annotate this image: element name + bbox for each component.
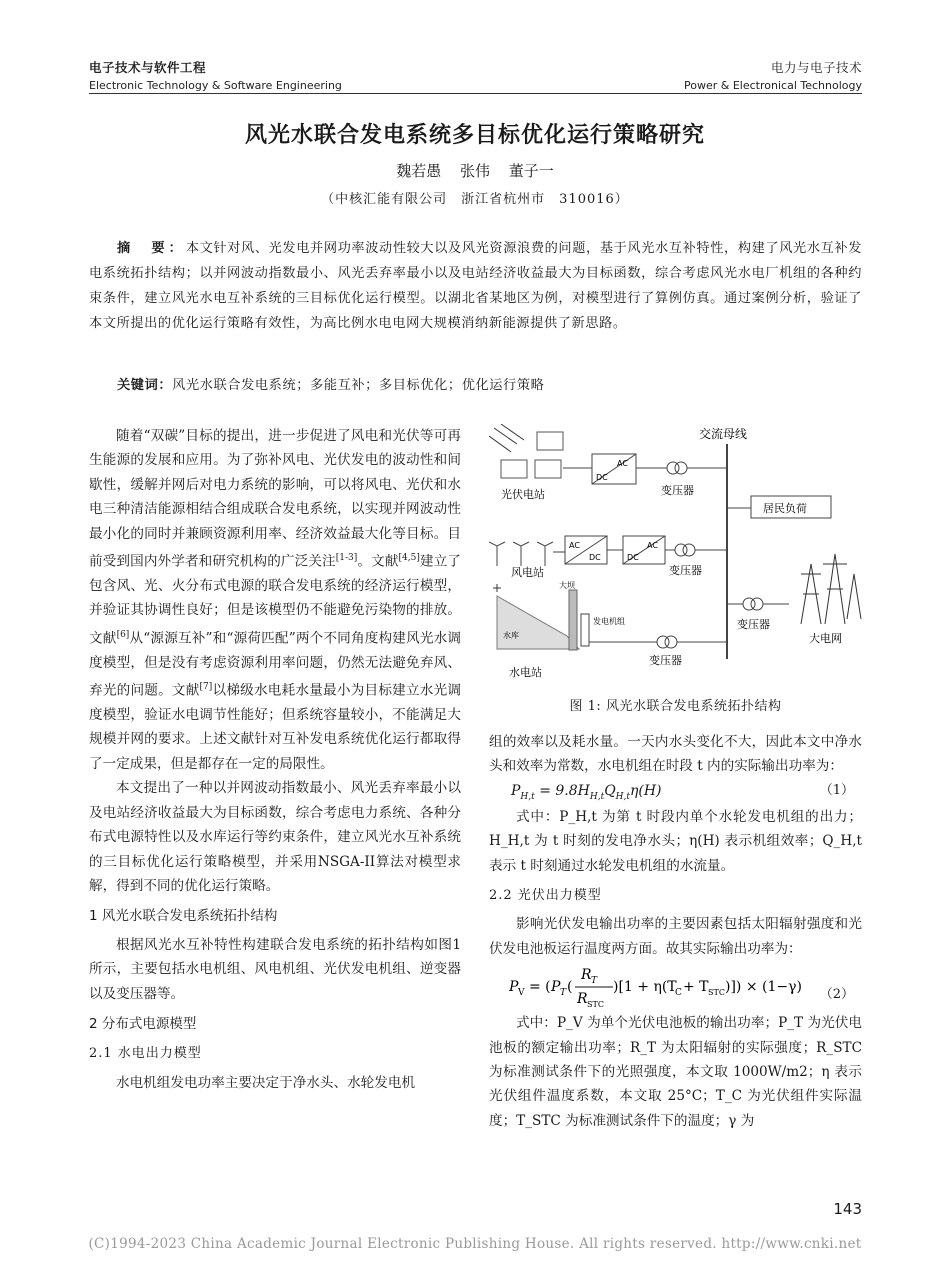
subsection-heading-2-2: 2.2 光伏出力模型 (489, 888, 602, 904)
grid-label: 大电网 (809, 632, 842, 645)
header-rule (89, 93, 862, 94)
svg-text:+ T: + T (683, 979, 709, 996)
reservoir-icon (497, 596, 579, 649)
grid-connection (727, 554, 861, 645)
section-name-cn: 电力与电子技术 (770, 60, 862, 75)
equation-2 (489, 961, 862, 1011)
intro-text-a: 随着“双碳”目标的提出，进一步促进了风电和光伏等可再生能源的发展和应用。为了弥补风电、光伏发电的波动性和间歇性，缓解并网后对电力系统的影响，可以将风电、光伏和水电三种清洁能源相结合组成联合发电系统，以实现并网波动性最小化的同时并兼顾资源利用率、经济效益最大化等目标。目前受到国内外学者和研究机构的广泛关注 (89, 428, 461, 570)
svg-text:T: T (591, 976, 598, 987)
right-column (489, 730, 862, 1133)
ac-text: AC (617, 459, 628, 468)
svg-text:R: R (577, 991, 588, 1008)
svg-text:STC: STC (587, 1000, 604, 1010)
hydro-label: 水电站 (509, 666, 542, 679)
intro-text-c: 建立了包含风、光、火分布式电源的联合发电系统的经济运行模型，并验证其协调性良好；但是该模型仍不能避免污染物的排放。文献 (89, 553, 462, 647)
svg-text:P: P (551, 979, 561, 996)
pv-model-text: 影响光伏发电输出功率的主要因素包括太阳辐射强度和光伏发电池板运行温度两方面。故其实际输出功率为： (489, 916, 862, 957)
residential-load (727, 496, 831, 518)
equation-1-number: （1） (819, 782, 854, 798)
page-number: 143 (833, 1200, 862, 1218)
svg-text:V: V (518, 988, 525, 999)
citation-4-5[interactable]: [4,5] (398, 553, 420, 564)
abstract (89, 236, 862, 336)
svg-text:STC: STC (708, 988, 725, 998)
dam-label: 大坝 (559, 581, 575, 590)
svg-text:)]) × (1−γ): )]) × (1−γ) (725, 979, 802, 996)
pv-panel-icon (501, 460, 527, 478)
keywords-text: 风光水联合发电系统；多能互补；多目标优化；优化运行策略 (172, 378, 545, 393)
pv-station (489, 424, 727, 501)
transmission-tower-icon (801, 554, 861, 624)
svg-text:= (: = ( (529, 979, 551, 996)
svg-text:)[1 + η(T: )[1 + η(T (613, 979, 677, 996)
intro-paragraph-2: 本文提出了一种以并网波动指数最小、风光丢弃率最小以及电站经济收益最大为目标函数，综合考虑电力系统、各种分布式电源特性以及水库运行等约束条件，建立风光水互补系统的三目标优化运行策略模型，并采用NSGA-II算法对模型求解，得到不同的优化运行策略。 (89, 780, 461, 894)
intro-text-d: 从“源源互补”和“源荷匹配”两个不同角度构建风光水调度模型，但是没有考虑资源利用率问题，仍然无法避免弃风、弃光的问题。文献 (89, 630, 462, 699)
svg-text:R: R (581, 967, 592, 984)
journal-header (89, 58, 342, 92)
ac-text: AC (647, 541, 658, 550)
keywords (117, 374, 544, 393)
paper-title: 风光水联合发电系统多目标优化运行策略研究 (244, 123, 705, 148)
wind-label: 风电站 (511, 566, 544, 579)
citation-6[interactable]: [6] (116, 629, 130, 640)
abstract-label: 摘 要： (117, 241, 186, 256)
svg-text:P: P (509, 979, 519, 996)
topology-figure (489, 424, 862, 684)
transformer-label: 变压器 (737, 618, 770, 631)
equation-1: $P_{H,t} = 9.8H_{H,t}Q_{H,t}\eta(H)$ （1） (489, 779, 862, 805)
ac-text: AC (569, 541, 580, 550)
dc-text: DC (596, 473, 608, 482)
dc-text: DC (627, 553, 639, 562)
svg-text:C: C (675, 988, 682, 999)
journal-name-en: Electronic Technology & Software Engineering (89, 79, 342, 92)
abstract-text: 本文针对风、光发电并网功率波动性较大以及风光资源浪费的问题，基于风光水互补特性，构建了风光水互补发电系统拓扑结构；以并网波动指数最小、风光丢弃率最小以及电站经济收益最大为目标函数，综合考虑风光水电厂机组的各种约束条件，建立风光水电互补系统的三目标优化运行模型。以湖北省某地区为例，对模型进行了算例仿真。通过案例分析，验证了本文所提出的优化运行策略有效性，为高比例水电电网大规模消纳新能源提供了新思路。 (89, 241, 863, 331)
keywords-label: 关键词： (117, 378, 173, 393)
section-1-paragraph: 根据风光水互补特性构建联合发电系统的拓扑结构如图1所示，主要包括水电机组、风电机组、光伏发电机组、逆变器以及变压器等。 (89, 936, 461, 1002)
paper-affiliation: （中核汇能有限公司 浙江省杭州市 310016） (321, 192, 629, 207)
figure-caption: 图 1: 风光水联合发电系统拓扑结构 (569, 699, 782, 714)
transformer-label: 变压器 (669, 564, 702, 577)
dam-icon (569, 590, 577, 650)
intro-paragraph-1 (89, 424, 461, 776)
svg-text:T: T (560, 988, 567, 999)
transformer-label: 变压器 (661, 484, 694, 497)
intro-text-e: 以梯级水电耗水量最小为目标建立水光调度模型，验证水电调节性能好；但系统容量较小，不能满足大规模并网的要求。上述文献针对互补发电系统优化运行都取得了一定成果，但是都存在一定的局限性。 (89, 682, 462, 772)
section-name-en: Power & Electronical Technology (684, 79, 862, 92)
pv-panel-icon (535, 460, 561, 478)
copyright-footer: (C)1994-2023 China Academic Journal Electronic Publishing House. All rights reserved. http://www.cnki.net (88, 1236, 862, 1252)
wind-station (489, 536, 727, 579)
bus-label: 交流母线 (699, 427, 748, 441)
generator-label: 发电机组 (593, 617, 625, 626)
equation-2-explanation: 式中：P_V 为单个光伏电池板的输出功率；P_T 为光伏电池板的额定输出功率；R_T 为太阳辐射的实际强度；R_STC 为标准测试条件下的光照强度，本文取 1000W/m2；η 表示光伏组件温度系数，本文取 25°C；T_C 为光伏组件实际温度；T_STC 为标准测试条件下的温度；γ 为 (489, 1015, 862, 1129)
section-header (684, 58, 862, 92)
citation-1-3[interactable]: [1-3] (335, 553, 358, 564)
hydro-model-text: 组的效率以及耗水量。一天内水头变化不大，因此本文中净水头和效率为常数，水电机组在时段 t 内的实际输出功率为： (489, 734, 862, 775)
load-label: 居民负荷 (763, 502, 807, 515)
pv-label: 光伏电站 (501, 488, 545, 501)
equation-1-explanation: 式中：P_H,t 为第 t 时段内单个水轮发电机组的出力；H_H,t 为 t 时刻的发电净水头；η(H) 表示机组效率；Q_H,t 表示 t 时刻通过水轮发电机组的水流量。 (489, 808, 862, 874)
paper-authors: 魏若愚 张伟 董子一 (396, 162, 554, 180)
journal-name-cn: 电子技术与软件工程 (89, 60, 207, 75)
hydro-station (493, 580, 727, 679)
citation-7[interactable]: [7] (199, 682, 213, 693)
rain-icon (493, 584, 501, 592)
left-column (89, 424, 461, 1095)
subsection-heading-2-1: 2.1 水电出力模型 (89, 1046, 202, 1062)
generator-icon (581, 614, 589, 646)
section-2-1-paragraph: 水电机组发电功率主要决定于净水头、水轮发电机 (116, 1074, 416, 1091)
section-heading-2: 2 分布式电源模型 (89, 1015, 197, 1032)
section-heading-1: 1 风光水联合发电系统拓扑结构 (89, 908, 278, 925)
equation-2-number: （2） (819, 987, 854, 1003)
reservoir-label: 水库 (503, 631, 519, 640)
intro-text-b: 。文献 (357, 553, 399, 570)
dc-text: DC (589, 553, 601, 562)
transformer-label: 变压器 (649, 654, 682, 667)
svg-text:(: ( (567, 979, 573, 996)
pv-panel-icon (537, 432, 563, 450)
